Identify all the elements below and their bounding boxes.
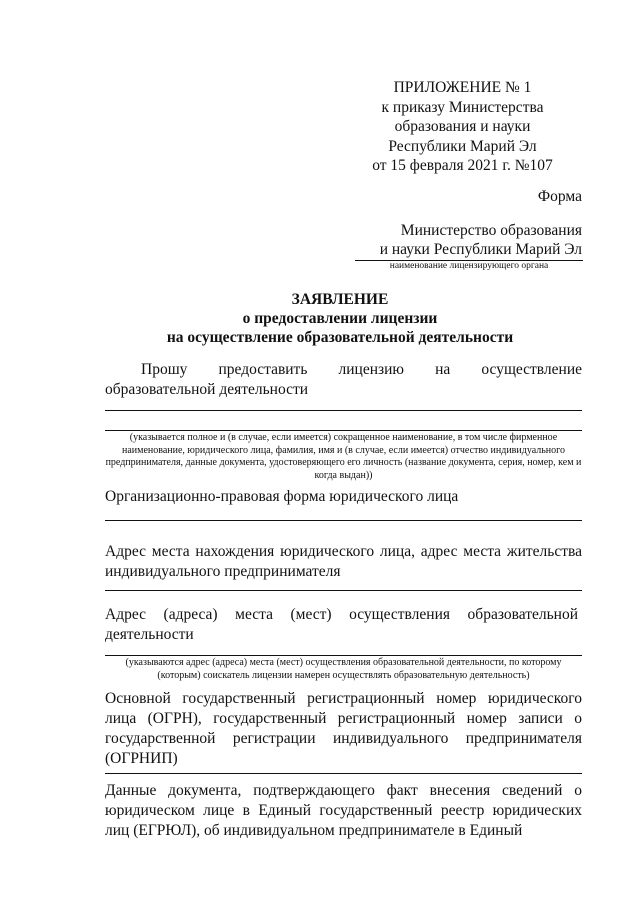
- egrul-paragraph: Данные документа, подтверждающего факт внесения сведений о юридическом лице в Единый государственный реестр юридических лиц (ЕГРЮЛ), об индивидуальном предпринимателе в Единый: [105, 782, 582, 839]
- legal-form-label: Организационно-правовая форма юридического лица: [105, 488, 459, 505]
- title-line-2: о предоставлении лицензии: [242, 310, 438, 327]
- applicant-line-2: [105, 430, 582, 431]
- authority-line-1: Министерство образования: [400, 222, 582, 239]
- appendix-order-line: к приказу Министерства: [381, 98, 544, 116]
- legal-form-line: [105, 520, 582, 521]
- ogrn-line: [105, 773, 582, 774]
- request-paragraph: Прошу предоставить лицензию на осуществление образовательной деятельности: [105, 361, 582, 398]
- address-line: [105, 590, 582, 591]
- appendix-republic-line: Республики Марий Эл: [388, 137, 537, 155]
- applicant-note: (указывается полное и (в случае, если имеется) сокращенное наименование, в том числе фирменное наименование, юридического лица, фамилия, имя и (в случае, если имеется) отчество индивидуального предпринимателя, данные документа, удостоверяющего его личность (название документа, серия, номер, кем и когда выдан)): [105, 432, 582, 481]
- title-line-1: ЗАЯВЛЕНИЕ: [291, 291, 389, 308]
- authority-line-2: и науки Республики Марий Эл: [379, 241, 582, 258]
- activity-address-note: (указываются адрес (адреса) места (мест) осуществления образовательной деятельности, по которому (которым) соискатель лицензии намерен осуществлять образовательную деятельность): [125, 657, 562, 681]
- appendix-ministry-line: образования и науки: [394, 118, 531, 135]
- appendix-header: [340, 78, 585, 176]
- ogrn-paragraph: Основной государственный регистрационный номер юридического лица (ОГРН), государственный регистрационный номер записи о государственной регистрации индивидуального предпринимателя (ОГРНИП): [105, 690, 582, 767]
- form-label: Форма: [537, 188, 582, 205]
- document-title: [100, 290, 580, 347]
- appendix-date-line: от 15 февраля 2021 г. №107: [372, 157, 553, 174]
- activity-address-paragraph: Адрес (адреса) места (мест) осуществления образовательной деятельности: [105, 606, 578, 643]
- address-paragraph: Адрес места нахождения юридического лица, адрес места жительства индивидуального предпринимателя: [105, 543, 582, 580]
- licensing-authority: [350, 221, 582, 259]
- appendix-title: ПРИЛОЖЕНИЕ № 1: [393, 79, 532, 96]
- title-line-3: на осуществление образовательной деятельности: [166, 329, 514, 346]
- activity-address-line: [105, 655, 582, 656]
- authority-caption: наименование лицензирующего органа: [389, 261, 549, 271]
- applicant-line-1: [105, 410, 582, 411]
